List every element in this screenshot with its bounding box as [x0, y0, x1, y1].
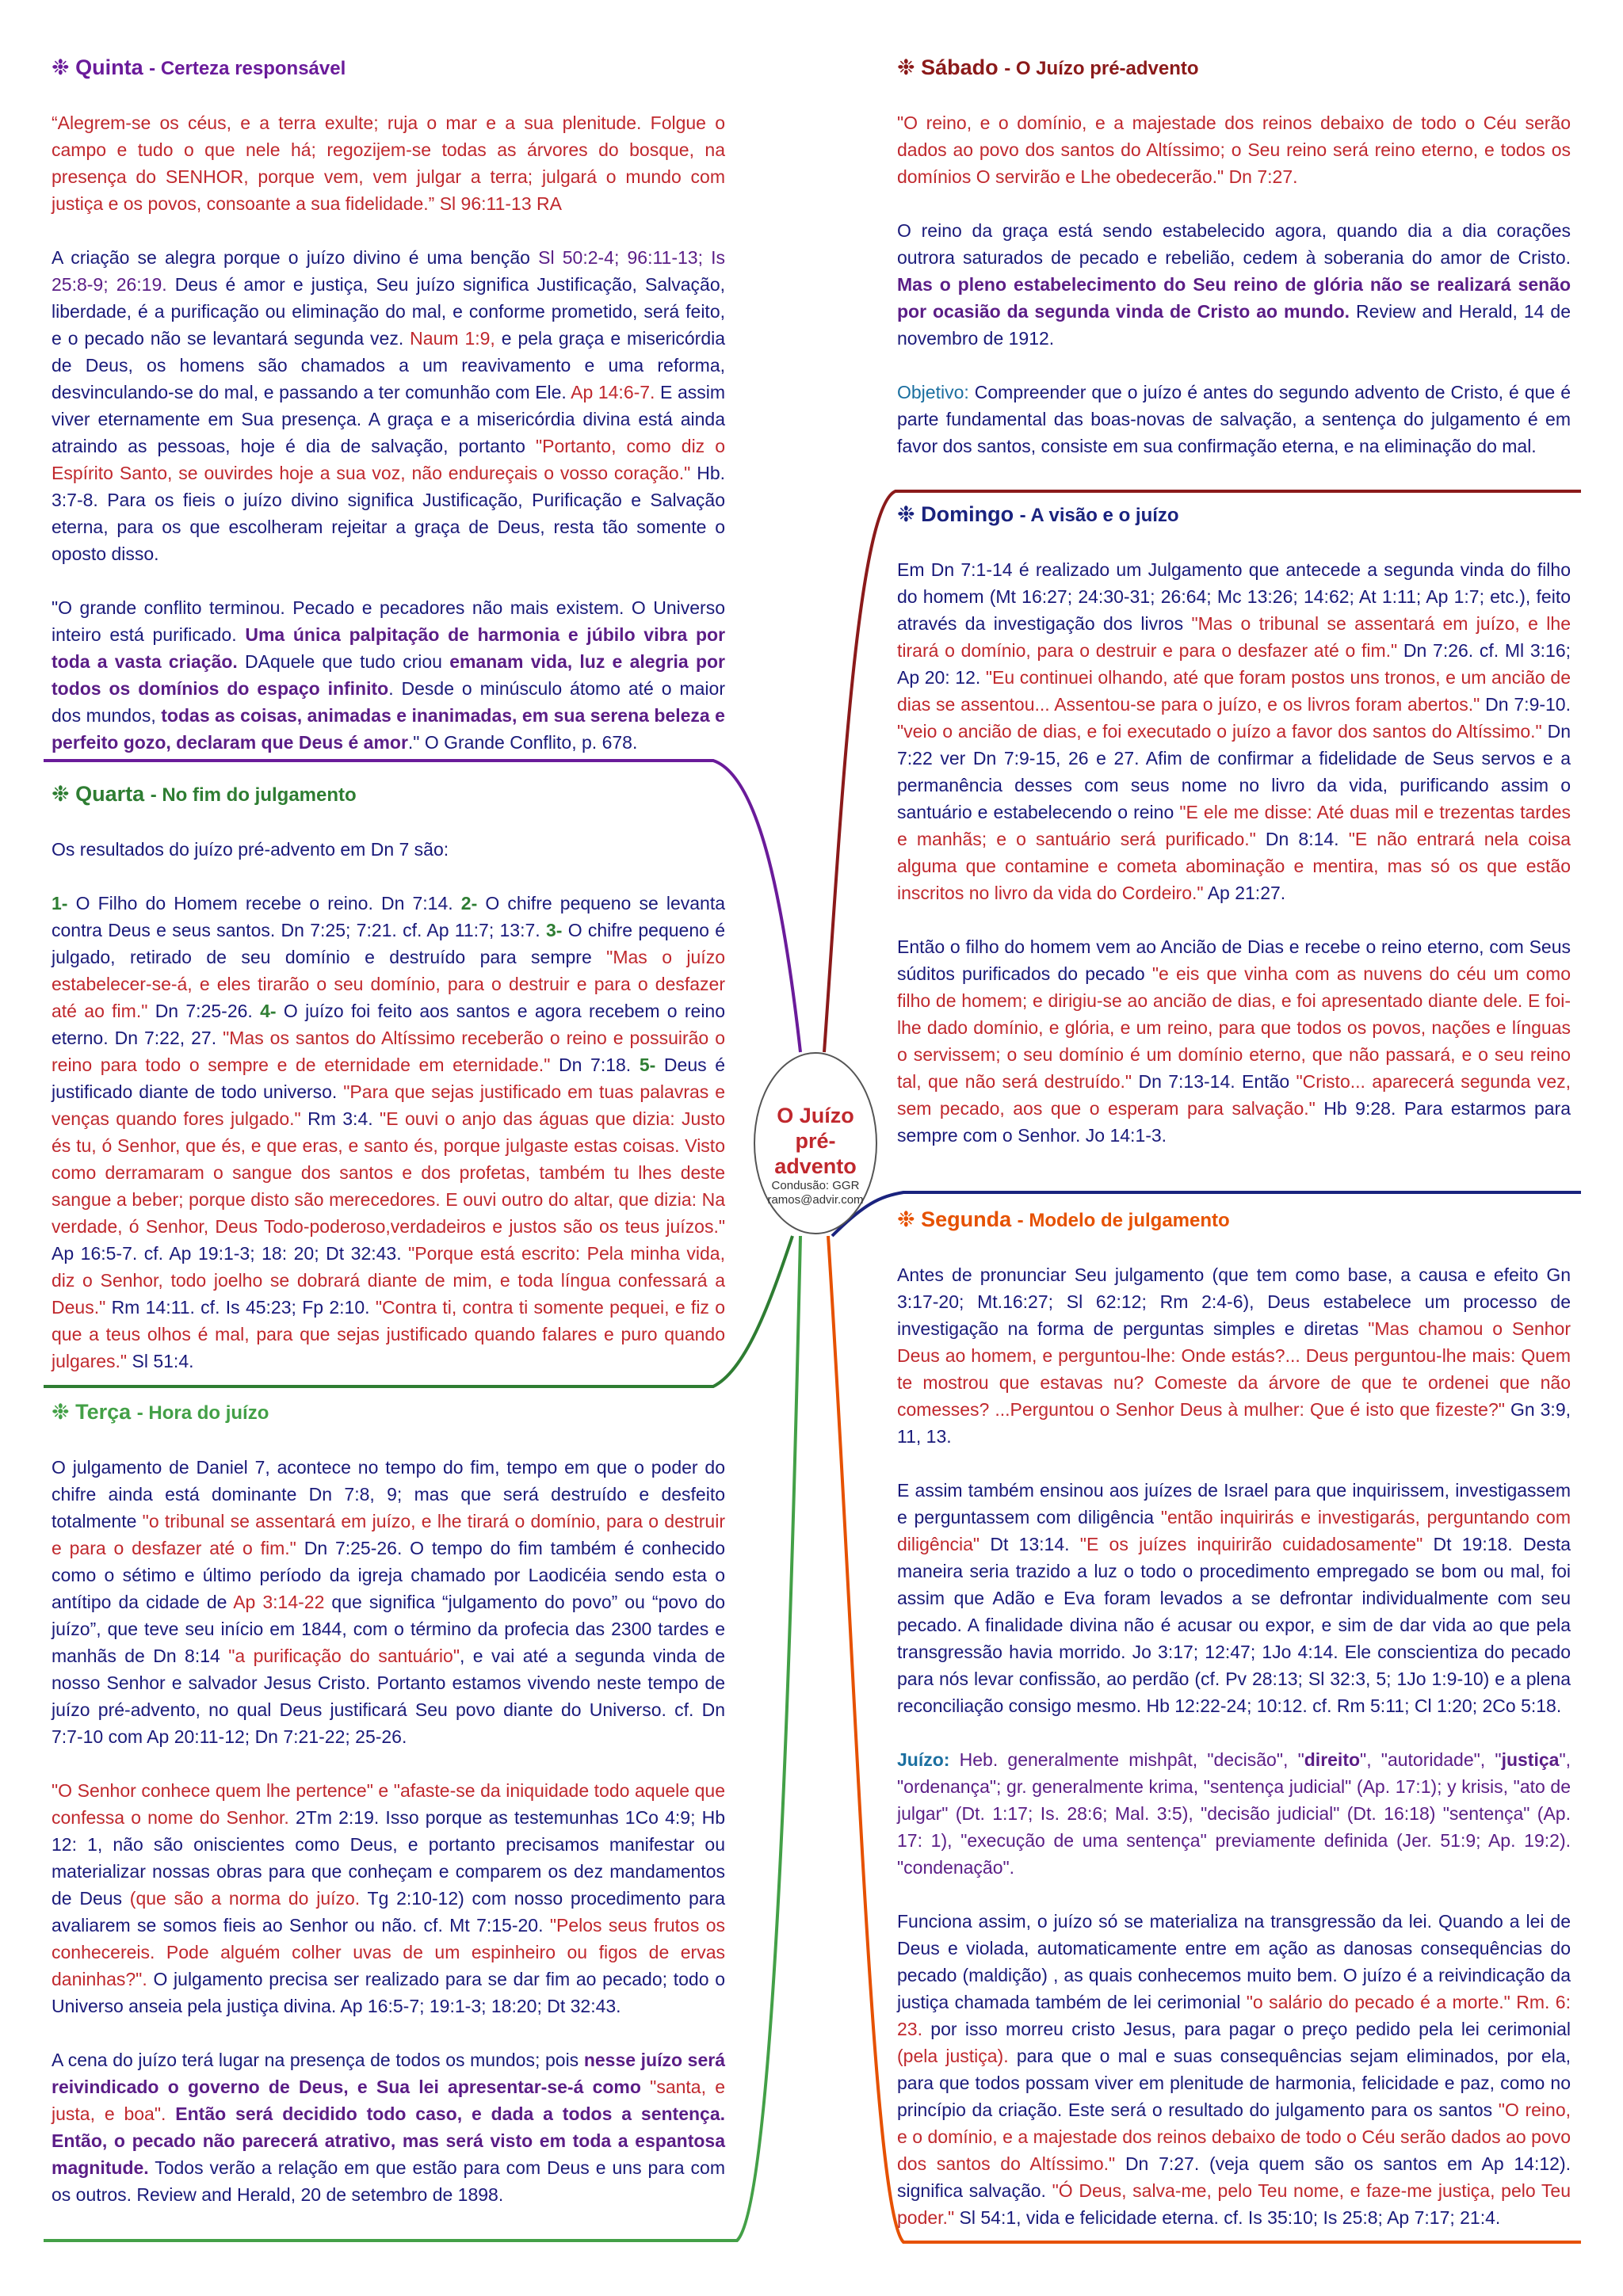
segunda-paragraph-1: [897, 1261, 1571, 1450]
domingo-day: Domingo: [921, 502, 1014, 526]
text-span: 4-: [260, 1001, 277, 1021]
text-span: "Contra ti, contra ti somente pequei, e fiz o que a teus olhos é mal, para que sejas justificado quando falares e puro quando julgares.": [52, 1297, 726, 1371]
text-span: Deus é amor e justiça, Seu juízo significa Justificação, Salvação, liberdade, é a purificação ou eliminação do mal, e conforme prometido, será feito, e o pecado não se levantará segunda vez.: [52, 274, 726, 349]
text-span: "Mas o tribunal se assentará em juízo, e lhe tirará o domínio, para o destruir e para o desfazer até o fim.": [897, 613, 1571, 661]
text-span: nesse juízo será reivindicado o governo de Deus, e Sua lei apresentar-se-á como: [52, 2050, 726, 2097]
text-span: Dn 7:25-26. O tempo do fim também é conhecido como o sétimo e último período da igreja chamado por Laodicéia sendo esta o antítipo da cidade de: [52, 1538, 726, 1612]
quinta-paragraph-3: [52, 594, 725, 756]
section-quinta: [52, 54, 725, 783]
domingo-paragraph-2: [897, 933, 1571, 1149]
quarta-intro: Os resultados do juízo pré-advento em Dn 7 são:: [52, 839, 449, 860]
text-span: Review and Herald, 14 de novembro de 1912.: [897, 301, 1571, 349]
text-span: "então inquirirás e investigarás, perguntando com diligência": [897, 1507, 1571, 1554]
terca-paragraph-3: [52, 2046, 725, 2208]
text-span: (pela justiça).: [897, 2046, 1009, 2066]
text-span: Uma única palpitação de harmonia e júbilo vibra por toda a vasta criação.: [52, 624, 726, 672]
text-span: 1-: [52, 893, 68, 913]
text-span: Review and Herald, 20 de setembro de 1898.: [136, 2184, 504, 2205]
text-span: "E ele me disse: Até duas mil e trezentas tardes e manhãs; e o santuário será purificado.": [897, 802, 1571, 849]
text-span: "Ó Deus, salva-me, pelo Teu nome, e faze-me justiça, pelo Teu poder.": [897, 2180, 1571, 2228]
text-span: A cena do juízo terá lugar na presença de todos os mundos; pois: [52, 2050, 579, 2070]
text-span: "santa, e justa, e boa".: [52, 2077, 726, 2124]
text-span: "E ouvi o anjo das águas que dizia: Justo és tu, ó Senhor, que és, e que eras, e santo és, porque julgaste estas coisas. Visto como derramaram o sangue dos santos e dos profetas, também tu lhes deste sangue a beber; porque disto são merecedores. E ouvi outro do altar, que dizia: Na verdade, ó Senhor, Deus Todo-poderoso,verdadeiros e justos são os teus juízos.": [52, 1108, 726, 1237]
text-span: "O Senhor conhece quem lhe pertence" e "afaste-se da iniquidade todo aquele que confessa o nome do Senhor.: [52, 1780, 725, 1828]
text-span: O julgamento de Daniel 7, acontece no tempo do fim, tempo em que o poder do chifre ainda está dominante Dn 7:8, 9; mas que será destruído e desfeito totalmente: [52, 1457, 725, 1531]
sabado-day: Sábado: [921, 55, 999, 79]
text-span: "o salário do pecado é a morte." Rm. 6: 23.: [897, 1992, 1571, 2039]
text-span: O juízo foi feito aos santos e agora recebem o reino eterno. Dn 7:22, 27.: [52, 1001, 726, 1048]
section-domingo: [897, 501, 1571, 1176]
text-span: "e eis que vinha com as nuvens do céu um como filho de homem; e dirigiu-se ao ancião de dias, e foi apresentado diante dele. E foi-lhe dado domínio, e glória, e um reino, para que todos os povos, nações e línguas o servissem; o seu domínio é um domínio eterno, que não passará, e o seu reino tal, que não será destruído.": [897, 963, 1571, 1092]
text-span: Dn 7:25-26.: [155, 1001, 253, 1021]
text-span: "Portanto, como diz o Espírito Santo, se ouvirdes hoje a sua voz, não endureçais o vosso coração.": [52, 436, 726, 483]
terca-header: [52, 1398, 725, 1427]
text-span: "E não entrará nela coisa alguma que contamine e cometa abominação e mentira, mas só os que estão inscritos no livro da vida do Cordeiro.": [897, 829, 1571, 903]
text-span: e pela graça e misericórdia de Deus, os homens são chamados a um reavivamento e uma reforma, desvinculando-se do mal, e passando a ter comunhão com Ele.: [52, 328, 726, 402]
segunda-paragraph-4: [897, 1908, 1571, 2231]
text-span: , e vai até a segunda vinda de nosso Senhor e salvador Jesus Cristo. Portanto estamos vivendo neste tempo de juízo pré-advento, no qual Deus justificará Seu povo diante do Universo. cf. Dn 7:7-10 com Ap 20:11-12; Dn 7:21-22; 25-26.: [52, 1646, 726, 1747]
text-span: Ap 16:5-7. cf. Ap 19:1-3; 18: 20; Dt 32:43.: [52, 1243, 402, 1264]
quinta-header: [52, 54, 725, 82]
center-credit-2: ramos@advir.com: [767, 1193, 864, 1207]
flower-icon: ❉: [897, 502, 915, 526]
text-span: Antes de pronunciar Seu julgamento (que tem como base, a causa e efeito Gn 3:17-20; Mt.16:27; Sl 62:12; Rm 2:4-6), Deus estabelece um processo de investigação na forma de perguntas simples e diretas: [897, 1264, 1571, 1339]
quinta-subtitle: - Certeza responsável: [149, 58, 346, 79]
text-span: O reino da graça está sendo estabelecido agora, quando dia a dia corações outrora saturados de pecado e rebelião, cedem à soberania do amor de Cristo.: [897, 220, 1571, 268]
text-span: "veio o ancião de dias, e foi executado o juízo a favor dos santos do Altíssimo.": [897, 721, 1542, 742]
flower-icon: ❉: [52, 1400, 70, 1424]
text-span: Sl 54:1, vida e felicidade eterna. cf. Is 35:10; Is 25:8; Ap 7:17; 21:4.: [959, 2207, 1501, 2228]
center-title-2: pré-advento: [774, 1129, 857, 1178]
text-span: 3-: [545, 920, 563, 940]
segunda-definition: [897, 1746, 1571, 1881]
text-span: DAquele que tudo criou: [245, 651, 442, 672]
text-span: Então será decidido todo caso, e dada a todos a sentença. Então, o pecado não parecerá atrativo, mas será visto em toda a espantosa magnitude.: [52, 2103, 726, 2178]
sabado-header: [897, 54, 1571, 82]
terca-paragraph-2: [52, 1777, 725, 2019]
text-span: "Mas chamou o Senhor Deus ao homem, e perguntou-lhe: Onde estás?... Deus perguntou-lhe mais: Quem te mostrou que estavas nu? Comeste da árvore de que te ordenei que não comesses? ...Perguntou o Senhor Deus à mulher: Que é isto que fizeste?": [897, 1318, 1571, 1420]
section-quarta: [52, 780, 725, 1402]
quarta-header: [52, 780, 725, 809]
section-sabado: [897, 54, 1571, 486]
text-span: Para os fieis o juízo divino significa Justificação, Purificação e Salvação eterna, para os que escolheram rejeitar a graça de Deus, resta tão somente o oposto disso.: [52, 490, 725, 564]
text-span: "Pelos seus frutos os conhecereis. Pode alguém colher uvas de um espinheiro ou figos de ervas daninhas?".: [52, 1915, 725, 1989]
text-span: "O grande conflito terminou. Pecado e pecadores não mais existem. O Universo inteiro está purificado.: [52, 597, 725, 645]
text-span: 2-: [460, 893, 478, 913]
text-span: Em Dn 7:1-14 é realizado um Julgamento que antecede a segunda vinda do filho do homem (Mt 16:27; 24:30-31; 26:64; Mc 13:26; 14:62; At 1:11; Ap 1:7; etc.), feito através da investigação dos livros: [897, 559, 1571, 634]
section-terca: [52, 1398, 725, 2235]
text-span: Então o filho do homem vem ao Ancião de Dias e recebe o reino eterno, com Seus súditos purificados do pecado: [897, 936, 1571, 984]
sabado-subtitle: - O Juízo pré-advento: [1004, 58, 1199, 79]
domingo-header: [897, 501, 1571, 529]
text-span: Dt 13:14.: [990, 1534, 1070, 1554]
text-span: Dn 7:27. (veja quem são os santos em Ap 14:12). significa salvação.: [897, 2153, 1571, 2201]
text-span: O julgamento precisa ser realizado para se dar fim ao pecado; todo o Universo anseia pela justiça divina. Ap 16:5-7; 19:1-3; 18:20; Dt 32:43.: [52, 1969, 726, 2016]
text-span: Ap 3:14-22: [233, 1592, 325, 1612]
text-span: Tg 2:10-12) com nosso procedimento para avaliarem se somos fieis ao Senhor ou não. cf. Mt 7:15-20.: [52, 1888, 725, 1936]
segunda-paragraph-2: [897, 1477, 1571, 1719]
quarta-subtitle: - No fim do julgamento: [150, 784, 357, 806]
text-span: Dt 19:18. Desta maneira seria trazido a luz o todo o procedimento empregado se bom ou mal, foi assim que Adão e Eva foram levados a se defrontar individualmente com seu pecado. A finalidade divina não é acusar ou expor, e sim de dar vida ao que pela transgressão havia morrido. Jo 3:17; 12:47; 1Jo 4:14. Ele conscientiza do pecado para nós levar confissão, ao perdão (cf. Pv 28:13; Sl 32:3, 5; 1Jo 1:9-10) e a plena reconciliação consigo mesmo. Hb 12:22-24; 10:12. cf. Rm 5:11; Cl 1:20; 2Co 5:18.: [897, 1534, 1571, 1716]
flower-icon: ❉: [897, 1207, 915, 1231]
text-span: direito: [1304, 1749, 1361, 1770]
text-span: emanam vida, luz e alegria por todos os domínios do espaço infinito: [52, 651, 726, 699]
center-node: [754, 1052, 877, 1234]
text-span: Dn 8:14.: [1265, 829, 1339, 849]
segunda-day: Segunda: [921, 1207, 1012, 1231]
text-span: A criação se alegra porque o juízo divino é uma benção: [52, 247, 530, 268]
text-span: E assim também ensinou aos juízes de Israel para que inquirissem, investigassem e perguntassem com diligência: [897, 1480, 1571, 1527]
text-span: "Mas o juízo estabelecer-se-á, e eles tirarão o seu domínio, para o destruir e para o desfazer até ao fim.": [52, 947, 725, 1021]
flower-icon: ❉: [897, 55, 915, 79]
sabado-objective: [897, 379, 1571, 460]
text-span: Heb. generalmente mishpât, "decisão", ": [959, 1749, 1304, 1770]
segunda-header: [897, 1206, 1571, 1234]
text-span: Gn 3:9, 11, 13.: [897, 1399, 1571, 1447]
sabado-paragraph-2: [897, 217, 1571, 352]
text-span: "Mas os santos do Altíssimo receberão o reino e possuirão o reino para todo o sempre e de eternidade em eternidade.": [52, 1028, 725, 1075]
text-span: Dn 7:26. cf. Ml 3:16; Ap 20: 12.: [897, 640, 1571, 688]
text-span: Dn 7:13-14. Então: [1138, 1071, 1290, 1092]
text-span: Sl 50:2-4; 96:11-13; Is 25:8-9; 26:19.: [52, 247, 726, 295]
text-span: Ap 21:27.: [1207, 883, 1286, 903]
text-span: ", "autoridade", ": [1360, 1749, 1502, 1770]
text-span: para que o mal e suas consequências sejam eliminados, por ela, para que todos possam viver em plenitude de harmonia, felicidade e paz, como no princípio da criação. Este será o resultado do julgamento para os santos: [897, 2046, 1571, 2120]
center-title-1: O Juízo: [777, 1104, 854, 1127]
text-span: Dn 7:18.: [559, 1055, 632, 1075]
text-span: todas as coisas, animadas e inanimadas, em sua serena beleza e perfeito gozo, declaram que Deus é amor: [52, 705, 725, 753]
text-span: "o tribunal se assentará em juízo, e lhe tirará o domínio, para o destruir e para o desfazer até o fim.": [52, 1511, 725, 1558]
text-span: Hb. 3:7-8.: [52, 463, 725, 510]
text-span: Objetivo:: [897, 382, 969, 402]
text-span: E assim viver eternamente em Sua presença. A graça e a misericórdia divina está ainda atraindo as pessoas, hoje é dia de salvação, portanto: [52, 382, 726, 456]
text-span: "a purificação do santuário": [228, 1646, 460, 1666]
text-span: Rm 3:4.: [307, 1108, 373, 1129]
text-span: "Para que sejas justificado em tuas palavras e venças quando fores julgado.": [52, 1081, 725, 1129]
text-span: Rm 14:11. cf. Is 45:23; Fp 2:10.: [111, 1297, 370, 1318]
text-span: 5-: [639, 1055, 656, 1075]
text-span: O Filho do Homem recebe o reino. Dn 7:14.: [75, 893, 453, 913]
flower-icon: ❉: [52, 55, 70, 79]
text-span: 2Tm 2:19. Isso porque as testemunhas 1Co 4:9; Hb 12: 1, não são oniscientes como Deus, e portanto precisamos manifestar ou materializar nossas obras para que conheçam e comparem os dez mandamentos de Deus: [52, 1807, 726, 1909]
text-span: Sl 51:4.: [132, 1351, 194, 1371]
text-span: O chifre pequeno se levanta contra Deus e seus santos. Dn 7:25; 7:21. cf. Ap 11:7; 13:7.: [52, 893, 726, 940]
text-span: que significa “julgamento do povo” ou “povo do juízo”, que teve seu início em 1844, com o término da profecia das 2300 tardes e manhãs de Dn 8:14: [52, 1592, 726, 1666]
text-span: (que são a norma do juízo.: [129, 1888, 361, 1909]
text-span: "Eu continuei olhando, até que foram postos uns tronos, e um ancião de dias se assentou... Assentou-se para o juízo, e os livros foram abertos.": [897, 667, 1571, 715]
terca-subtitle: - Hora do juízo: [136, 1402, 269, 1424]
text-span: por isso morreu cristo Jesus, para pagar o preço pedido pela lei cerimonial: [930, 2019, 1571, 2039]
sabado-quote: "O reino, e o domínio, e a majestade dos reinos debaixo de todo o Céu serão dados ao povo dos santos do Altíssimo; o Seu reino será reino eterno, e todos os domínios O servirão e Lhe obedecerão." Dn 7:27.: [897, 113, 1571, 187]
text-span: "E os juízes inquirirão cuidadosamente": [1079, 1534, 1423, 1554]
quarta-results: [52, 890, 725, 1375]
text-span: Compreender que o juízo é antes do segundo advento de Cristo, é que é parte fundamental das boas-novas de salvação, a sentença do julgamento é em favor dos santos, consiste em sua confirmação eterna, e na eliminação do mal.: [897, 382, 1571, 456]
quarta-day: Quarta: [75, 782, 145, 806]
text-span: Deus é justificado diante de todo universo.: [52, 1055, 726, 1102]
quinta-quote: “Alegrem-se os céus, e a terra exulte; ruja o mar e a sua plenitude. Folgue o campo e tudo o que nele há; regozijem-se todas as árvores do bosque, na presença do SENHOR, porque vem, vem julgar a terra; julgará o mundo com justiça e os povos, consoante a sua fidelidade.” Sl 96:11-13 RA: [52, 113, 725, 214]
text-span: ", "ordenança"; gr. generalmente krima, "sentença judicial" (Ap. 17:1); y krisis, "ato de julgar" (Dt. 1:17; Is. 28:6; Mal. 3:5), "decisão judicial" (Dt. 16:18) "sentença" (Ap. 17: 1), "execução de uma sentença" previamente definida (Jer. 51:9; Ap. 19:2). "condenação".: [897, 1749, 1571, 1878]
quinta-day: Quinta: [75, 55, 143, 79]
section-segunda: [897, 1206, 1571, 2258]
center-credit-1: Condusão: GGR: [771, 1179, 860, 1192]
text-span: Mas o pleno estabelecimento do Seu reino de glória não se realizará senão por ocasião da segunda vinda de Cristo ao mundo.: [897, 274, 1571, 322]
segunda-subtitle: - Modelo de julgamento: [1017, 1210, 1230, 1231]
quinta-paragraph-2: [52, 244, 725, 567]
text-span: Dn 7:22 ver Dn 7:9-15, 26 e 27. Afim de confirmar a fidelidade de Seus servos e a permanência desses com seus nome no livro da vida, purificando assim o santuário e estabelecendo o reino: [897, 721, 1571, 822]
text-span: Todos verão a relação em que estão para com Deus e uns para com os outros.: [52, 2157, 725, 2205]
text-span: Juízo:: [897, 1749, 950, 1770]
terca-paragraph-1: [52, 1454, 725, 1750]
text-span: Naum 1:9,: [410, 328, 495, 349]
flower-icon: ❉: [52, 782, 70, 806]
terca-day: Terça: [75, 1400, 132, 1424]
text-span: "O reino, e o domínio, e a majestade dos reinos debaixo de todo o Céu serão dados ao povo dos santos do Altíssimo.": [897, 2100, 1571, 2174]
text-span: O chifre pequeno é julgado, retirado de seu domínio e destruído para sempre: [52, 920, 725, 967]
text-span: Ap 14:6-7.: [571, 382, 655, 402]
text-span: "Porque está escrito: Pela minha vida, diz o Senhor, todo joelho se dobrará diante de mim, e toda língua confessará a Deus.": [52, 1243, 725, 1318]
text-span: . Desde o minúsculo átomo até o maior dos mundos,: [52, 678, 725, 726]
text-span: justiça: [1501, 1749, 1560, 1770]
text-span: Funciona assim, o juízo só se materializa na transgressão da lei. Quando a lei de Deus e violada, automaticamente entre em ação as danosas consequências do pecado (maldição) , as quais conhecemos muito bem. O juízo é a reivindicação da justiça chamada também de lei cerimonial: [897, 1911, 1571, 2012]
text-span: "Cristo... aparecerá segunda vez, sem pecado, aos que o esperam para salvação.": [897, 1071, 1571, 1119]
text-span: ." O Grande Conflito, p. 678.: [407, 732, 638, 753]
domingo-paragraph-1: [897, 556, 1571, 906]
text-span: Hb 9:28. Para estarmos para sempre com o Senhor. Jo 14:1-3.: [897, 1098, 1571, 1146]
domingo-subtitle: - A visão e o juízo: [1019, 505, 1179, 526]
text-span: Dn 7:9-10.: [1485, 694, 1571, 715]
